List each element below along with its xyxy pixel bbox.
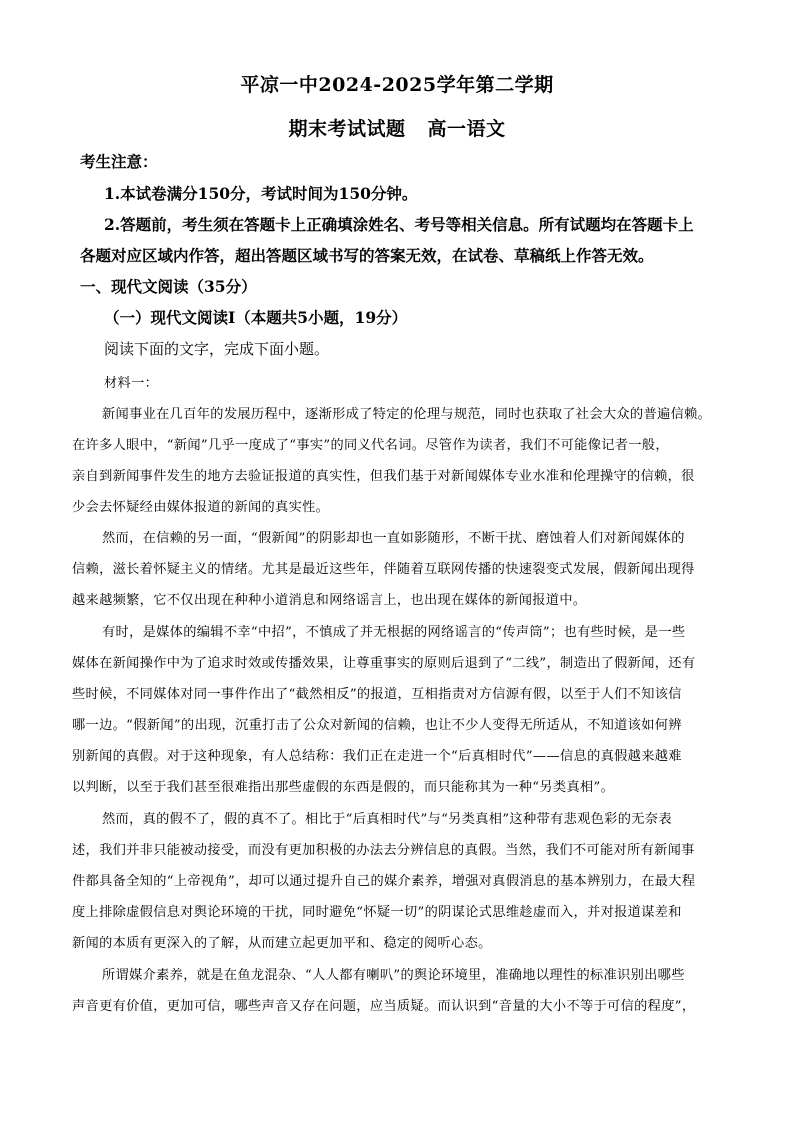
passage-line: 述，我们并非只能被动接受，而没有更加积极的办法去分辨信息的真假。当然，我们不可能对所有新闻事: [72, 843, 695, 858]
passage-line: 亲自到新闻事件发生的地方去验证报道的真实性，但我们基于对新闻媒体专业水准和伦理操守的信赖，很: [72, 469, 695, 484]
section-subheading: （一）现代文阅读Ⅰ（本题共5小题，19分）: [104, 308, 408, 327]
exam-name: 期末考试试题: [288, 118, 406, 140]
exam-title-line2: [0, 114, 794, 141]
passage-line: 别新闻的真假。对于这种现象，有人总结称：我们正在走进一个“后真相时代”——信息的真假越来越难: [72, 749, 682, 764]
passage-line: 越来越频繁，它不仅出现在种种小道消息和网络谣言上，也出现在媒体的新闻报道中。: [72, 593, 587, 608]
passage-line: 哪一边。“假新闻”的出现，沉重打击了公众对新闻的信赖，也让不少人变得无所适从，不知道该如何辨: [72, 718, 682, 733]
passage-line: 度上排除虚假信息对舆论环境的干扰，同时避免“怀疑一切”的阴谋论式思维趁虚而入，并对报道谋差和: [72, 905, 682, 920]
passage-line: 媒体在新闻操作中为了追求时效或传播效果，让尊重事实的原则后退到了“二线”，制造出了假新闻，还有: [72, 656, 696, 671]
passage-line: 以判断，以至于我们甚至很难指出那些虚假的东西是假的，而只能称其为一种“另类真相”。: [72, 780, 615, 795]
notice-item-2-line2: 各题对应区域内作答，超出答题区域书写的答案无效，在试卷、草稿纸上作答无效。: [80, 246, 654, 265]
passage-line: 然而，在信赖的另一面，“假新闻”的阴影却也一直如影随形，不断干扰、磨蚀着人们对新闻媒体的: [102, 531, 685, 546]
passage-line: 有时，是媒体的编辑不幸“中招”，不慎成了并无根据的网络谣言的“传声筒”；也有些时候，是一些: [102, 625, 686, 640]
passage-line: 些时候，不同媒体对同一事件作出了“截然相反”的报道，互相指责对方信源有假，以至于人们不知该信: [72, 687, 682, 702]
material-label: 材料一：: [104, 376, 159, 391]
passage-line: 新闻的本质有更深入的了解，从而建立起更加平和、稳定的阅听心态。: [72, 936, 492, 951]
passage-line: 件都具备全知的“上帝视角”，却可以通过提升自己的媒介素养，增强对真假消息的基本辨别力，在最大程: [72, 874, 696, 889]
passage-line: 在许多人眼中，“新闻”几乎一度成了“事实”的同义代名词。尽管作为读者，我们不可能像记者一般，: [72, 438, 669, 453]
exam-subject: 高一语文: [427, 118, 506, 140]
notice-heading: 考生注意：: [80, 152, 158, 171]
notice-item-2-line1: 2.答题前，考生须在答题卡上正确填涂姓名、考号等相关信息。所有试题均在答题卡上: [104, 215, 694, 234]
passage-line: 信赖，滋长着怀疑主义的情绪。尤其是最近这些年，伴随着互联网传播的快速裂变式发展，假新闻出现得: [72, 562, 695, 577]
passage-line: 然而，真的假不了，假的真不了。相比于“后真相时代”与“另类真相”这种带有悲观色彩的无奈表: [102, 812, 672, 827]
notice-item-1: 1.本试卷满分150分，考试时间为150分钟。: [104, 184, 418, 203]
instruction-text: 阅读下面的文字，完成下面小题。: [104, 340, 330, 358]
exam-title-line1: 平凉一中2024-2025学年第二学期: [240, 74, 554, 96]
section-heading: 一、现代文阅读（35分）: [80, 277, 257, 296]
passage-line: 所谓媒介素养，就是在鱼龙混杂、“人人都有喇叭”的舆论环境里，准确地以理性的标准识别出哪些: [102, 968, 685, 983]
passage-line: 声音更有价值，更加可信，哪些声音又存在问题，应当质疑。而认识到“音量的大小不等于可信的程度”，: [72, 999, 696, 1014]
passage-line: 少会去怀疑经由媒体报道的新闻的真实性。: [72, 500, 330, 515]
passage-line: 新闻事业在几百年的发展历程中，逐渐形成了特定的伦理与规范，同时也获取了社会大众的普遍信赖。: [102, 407, 712, 422]
